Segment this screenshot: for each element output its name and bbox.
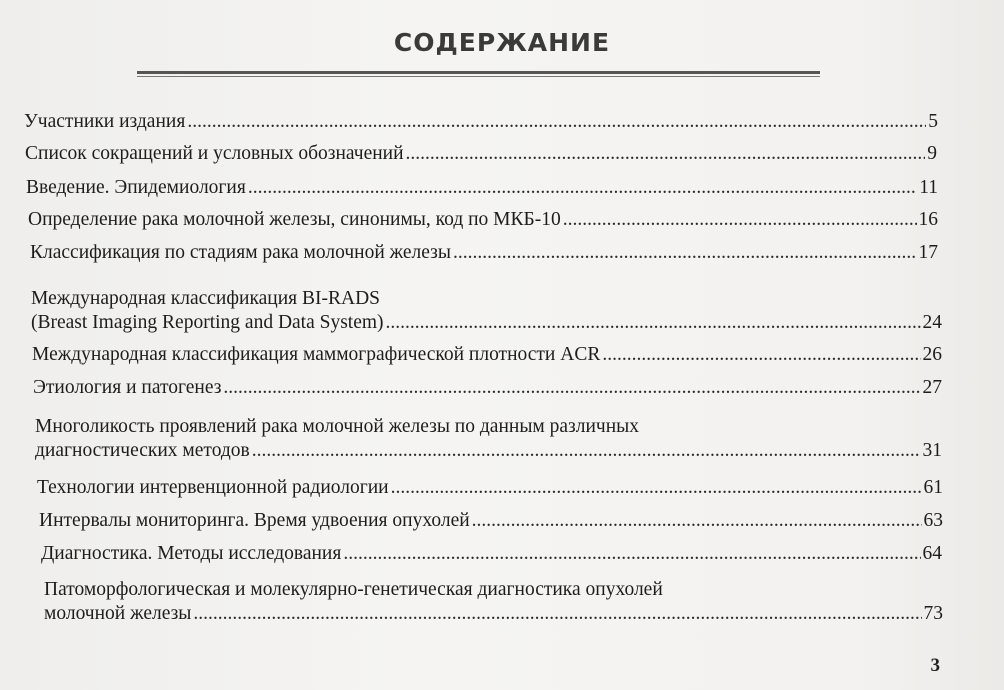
toc-entry xyxy=(39,509,943,533)
toc-leader-dots xyxy=(187,110,926,134)
toc-entry-title-line1: Патоморфологическая и молекулярно-генетическая диагностика опухолей xyxy=(44,579,663,600)
toc-entry-page: 63 xyxy=(923,510,943,531)
toc-leader-dots xyxy=(563,208,917,232)
toc-entry xyxy=(44,578,943,626)
toc-leader-dots xyxy=(406,142,926,166)
toc-entry-title: Этиология и патогенез xyxy=(33,377,222,398)
toc-entry-title: Участники издания xyxy=(24,111,186,132)
toc-entry xyxy=(26,176,938,200)
toc-entry-page: 17 xyxy=(918,242,938,263)
toc-entry-title: Интервалы мониторинга. Время удвоения опухолей xyxy=(39,510,470,531)
toc-entry-page: 16 xyxy=(918,209,938,230)
toc-entry xyxy=(25,142,937,166)
toc-entry-page: 73 xyxy=(923,603,943,624)
page-number: 3 xyxy=(930,655,940,676)
toc-entry xyxy=(30,241,938,265)
page-title: СОДЕРЖАНИЕ xyxy=(393,28,611,57)
toc-leader-dots xyxy=(602,343,920,367)
toc-leader-dots xyxy=(223,376,920,400)
toc-entry xyxy=(31,287,942,335)
toc-entry-title: Диагностика. Методы исследования xyxy=(41,543,342,564)
toc-entry xyxy=(32,343,942,367)
toc-entry-page: 5 xyxy=(928,111,938,132)
toc-entry-page: 27 xyxy=(922,377,942,398)
toc-entry-title-line1: Международная классификация BI-RADS xyxy=(31,288,381,309)
toc-entry-title: Классификация по стадиям рака молочной железы xyxy=(30,242,451,263)
toc-entry xyxy=(37,476,943,500)
toc-entry-page: 26 xyxy=(922,344,942,365)
toc-entry-page: 64 xyxy=(922,543,942,564)
toc-entry-title: Определение рака молочной железы, синонимы, код по МКБ-10 xyxy=(28,209,561,230)
toc-entry-title: молочной железы xyxy=(44,603,192,624)
toc-entry xyxy=(35,415,942,463)
toc-entry xyxy=(33,376,942,400)
toc-leader-dots xyxy=(453,241,917,265)
toc-entry xyxy=(28,208,938,232)
toc-entry-page: 24 xyxy=(922,312,942,333)
toc-leader-dots xyxy=(343,542,920,566)
toc-leader-dots xyxy=(252,439,921,463)
toc-leader-dots xyxy=(391,476,922,500)
toc-entry-title-line1: Многоликость проявлений рака молочной железы по данным различных xyxy=(35,416,640,437)
toc-leader-dots xyxy=(193,602,921,626)
toc-entry-page: 9 xyxy=(927,143,937,164)
toc-entry-title: (Breast Imaging Reporting and Data System) xyxy=(31,312,384,333)
toc-entry-page: 61 xyxy=(923,477,943,498)
toc-entry-page: 11 xyxy=(919,177,938,198)
toc-entry xyxy=(41,542,942,566)
toc-entry-title: диагностических методов xyxy=(35,440,250,461)
toc-entry-title: Международная классификация маммографической плотности ACR xyxy=(32,344,601,365)
toc-leader-dots xyxy=(248,176,917,200)
toc-leader-dots xyxy=(472,509,922,533)
toc-entry xyxy=(24,110,938,134)
toc-entry-page: 31 xyxy=(922,440,942,461)
toc-entry-title: Список сокращений и условных обозначений xyxy=(25,143,404,164)
toc-leader-dots xyxy=(386,311,921,335)
toc-entry-title: Введение. Эпидемиология xyxy=(26,177,246,198)
toc-entry-title: Технологии интервенционной радиологии xyxy=(37,477,389,498)
